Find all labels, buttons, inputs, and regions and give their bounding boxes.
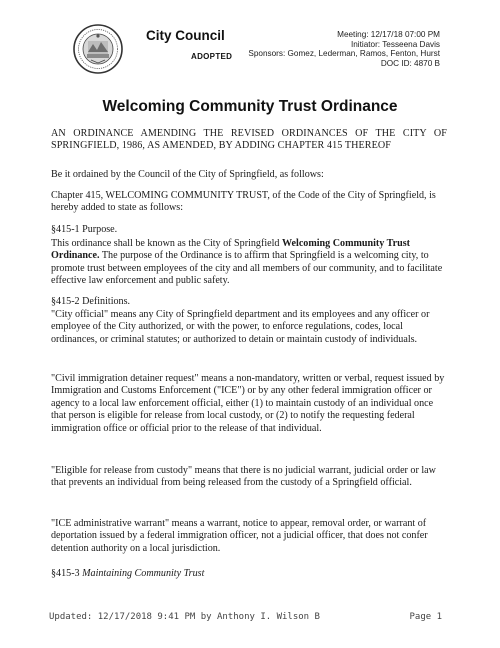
definition-civil-detainer: "Civil immigration detainer request" means a non-mandatory, written or verbal, request issued by Immigration and Customs Enforcement ("ICE") or by any other federal immigration officer or agency to a local law enforcement official, either (1) to maintain custody of an individual once that person is eligible for release from local custody, or (2) to notify the requesting federal immigration office or official prior to the release of that individual. (51, 373, 445, 434)
definition-ice-warrant: "ICE administrative warrant" means a warrant, notice to appear, removal order, or warrant of deportation issued by a federal immigration officer, not a judicial officer, that does not confer detention authority on a local jurisdiction. (51, 518, 428, 554)
initiator: Initiator: Tesseena Davis (350, 39, 440, 49)
sponsors: Sponsors: Gomez, Lederman, Ramos, Fenton, Hurst (248, 49, 440, 59)
definition-city-official: "City official" means any City of Springfield department and its employees and any officer or employee of the City authorized, or with the power, to enforce regulations, codes, local ordinances, or criminal statutes; or authorized to detain or maintain custody of individuals. (51, 309, 430, 345)
chapter-added-clause: Chapter 415, WELCOMING COMMUNITY TRUST, of the Code of the City of Springfield, is hereby added to state as follows: (51, 190, 436, 214)
city-seal-icon (73, 24, 123, 74)
ordained-clause: Be it ordained by the Council of the City of Springfield, as follows: (51, 169, 324, 180)
council-name: City Council (146, 28, 225, 43)
section-415-3-heading (51, 568, 447, 580)
meeting-date: Meeting: 12/17/18 07:00 PM (337, 30, 440, 39)
updated-stamp: Updated: 12/17/2018 9:41 PM by Anthony I. Wilson B (49, 612, 320, 622)
ordinance-name-bold: Welcoming Community Trust Ordinance. (51, 238, 411, 262)
meeting-metadata (248, 30, 440, 68)
page-number: Page 1 (409, 612, 442, 622)
section-415-2-heading: §415-2 Definitions. (51, 296, 131, 307)
section-415-1-text (51, 238, 447, 288)
section-415-1-heading: §415-1 Purpose. (51, 224, 118, 235)
document-title: Welcoming Community Trust Ordinance (102, 98, 398, 115)
purpose-text-start: This ordinance shall be known as the City of Springfield (51, 238, 282, 249)
section-415-3-number: §415-3 (51, 568, 83, 579)
page-footer (49, 612, 442, 622)
section-415-3-title: Maintaining Community Trust (82, 568, 205, 579)
definition-eligible-release: "Eligible for release from custody" means that there is no judicial warrant, judicial order or law that prevents an individual from being released from the custody of a Springfield official. (51, 465, 436, 489)
ordinance-intro: AN ORDINANCE AMENDING THE REVISED ORDINANCES OF THE CITY OF SPRINGFIELD, 1986, AS AMENDED, BY ADDING CHAPTER 415 THEREOF (51, 128, 447, 152)
status-label: ADOPTED (191, 52, 233, 61)
doc-id: DOC ID: 4870 B (380, 58, 440, 68)
purpose-text-end: The purpose of the Ordinance is to affirm that Springfield is a welcoming city, to promote trust between employees of the city and all members of our community, and to facilitate effective law enforcement and public safety. (51, 250, 443, 287)
